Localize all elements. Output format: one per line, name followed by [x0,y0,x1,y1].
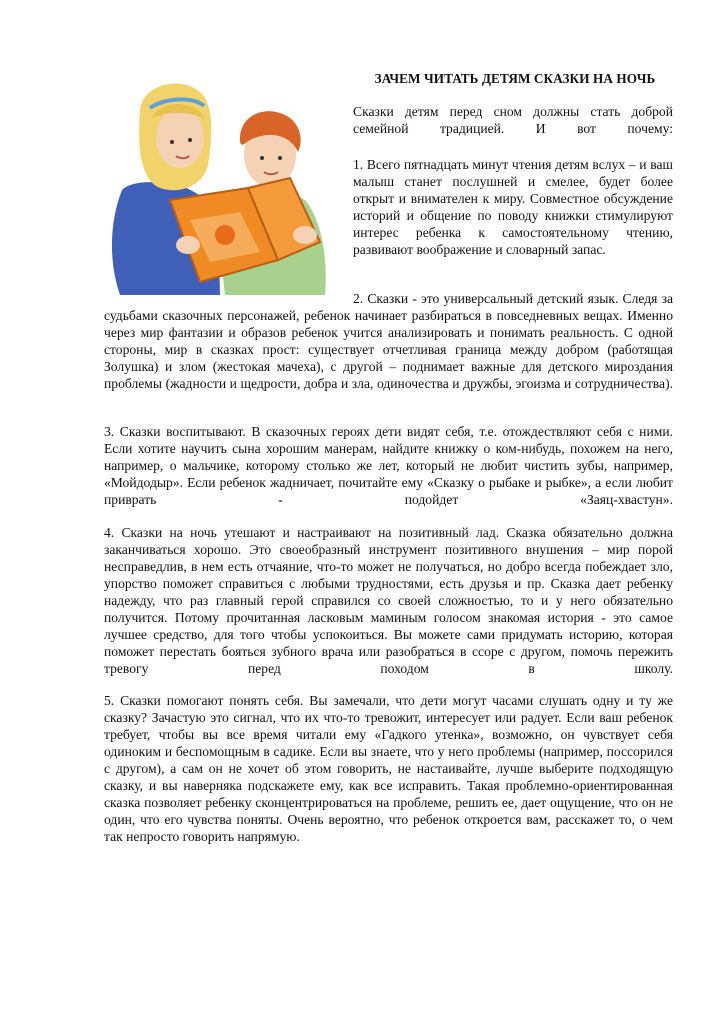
paragraph-4: 4. Сказки на ночь утешают и настраивают на позитивный лад. Сказка обязательно должна заканчиваться хорошо. Это своеобразный инструмент позитивного внушения – мир порой несправедлив, в нем есть отчаяние, что-то может не получаться, но добро всегда побеждает зло, упорство поможет справиться с любыми трудностями, есть друзья и пр. Сказка дает ребенку надежду, что раз главный герой справился со своей сложностью, то и у него обязательно получится. Потому прочитанная ласковым маминым голосом знакомая история - это самое лучшее средство, для того чтобы успокоиться. Вы можете сами придумать историю, которая поможет перестать бояться зубного врача или разобраться в ссоре с другом, помочь пережить тревогу перед походом в школу. [104,525,673,676]
paragraph-2-text: 2. Сказки - это универсальный детский язык. Следя за судьбами сказочных персонажей, ребенок начинает разбираться в повседневных вещах. Именно через мир фантазии и образов ребенок учится анализировать и понимать реальность. С одной стороны, мир в сказках прост: существует отчетливая граница между добром (работящая Золушка) и злом (жестокая мачеха), с другой – поднимает важные для детского мироздания проблемы (жадности и щедрости, добра и зла, одиночества и дружбы, эгоизма и сотрудничества). [104,291,673,391]
children-reading-book-illustration [100,70,340,300]
document-title: ЗАЧЕМ ЧИТАТЬ ДЕТЯМ СКАЗКИ НА НОЧЬ [374,71,656,86]
paragraph-2 [104,290,673,392]
intro-paragraph: Сказки детям перед сном должны стать доброй семейной традицией. И вот почему: [353,104,673,136]
paragraph-5: 5. Сказки помогают понять себя. Вы замечали, что дети могут часами слушать одну и ту же сказку? Зачастую это сигнал, что их что-то тревожит, интересует или радует. Если ваш ребенок требует, чтобы вы все время читали ему «Гадкого утенка», возможно, он чувствует себя одиноким и беспомощным в садике. Если вы знаете, что у него проблемы (например, поссорился с другом), а сам он не хочет об этом говорить, не настаивайте, лучше выберите подходящую сказку, и вы наверняка подскажете ему, как все исправить. Такая проблемно-ориентированная сказка позволяет ребенку сконцентрироваться на проблеме, решить ее, дает ощущение, что он не один, что его чувства поняты. Очень вероятно, что ребенок откроется вам, расскажет то, о чем так непросто говорить напрямую. [104,693,673,844]
paragraph-3: 3. Сказки воспитывают. В сказочных героях дети видят себя, т.е. отождествляют себя с ними. Если хотите научить сына хорошим манерам, найдите книжку о ком-нибудь, похожем на него, например, о мальчике, которому столько же лет, который не любит чистить зубы, например, «Мойдодыр». Если ребенок жадничает, почитайте ему «Сказку о рыбаке и рыбке», а если любит приврать - подойдет «Заяц-хвастун». [104,424,673,507]
paragraph-1: 1. Всего пятнадцать минут чтения детям вслух – и ваш малыш станет послушней и смелее, будет более открыт и внимателен к миру. Совместное обсуждение историй и общение по поводу книжки стимулируют интерес ребенка к самостоятельному чтению, развивают воображение и словарный запас. [353,157,673,257]
